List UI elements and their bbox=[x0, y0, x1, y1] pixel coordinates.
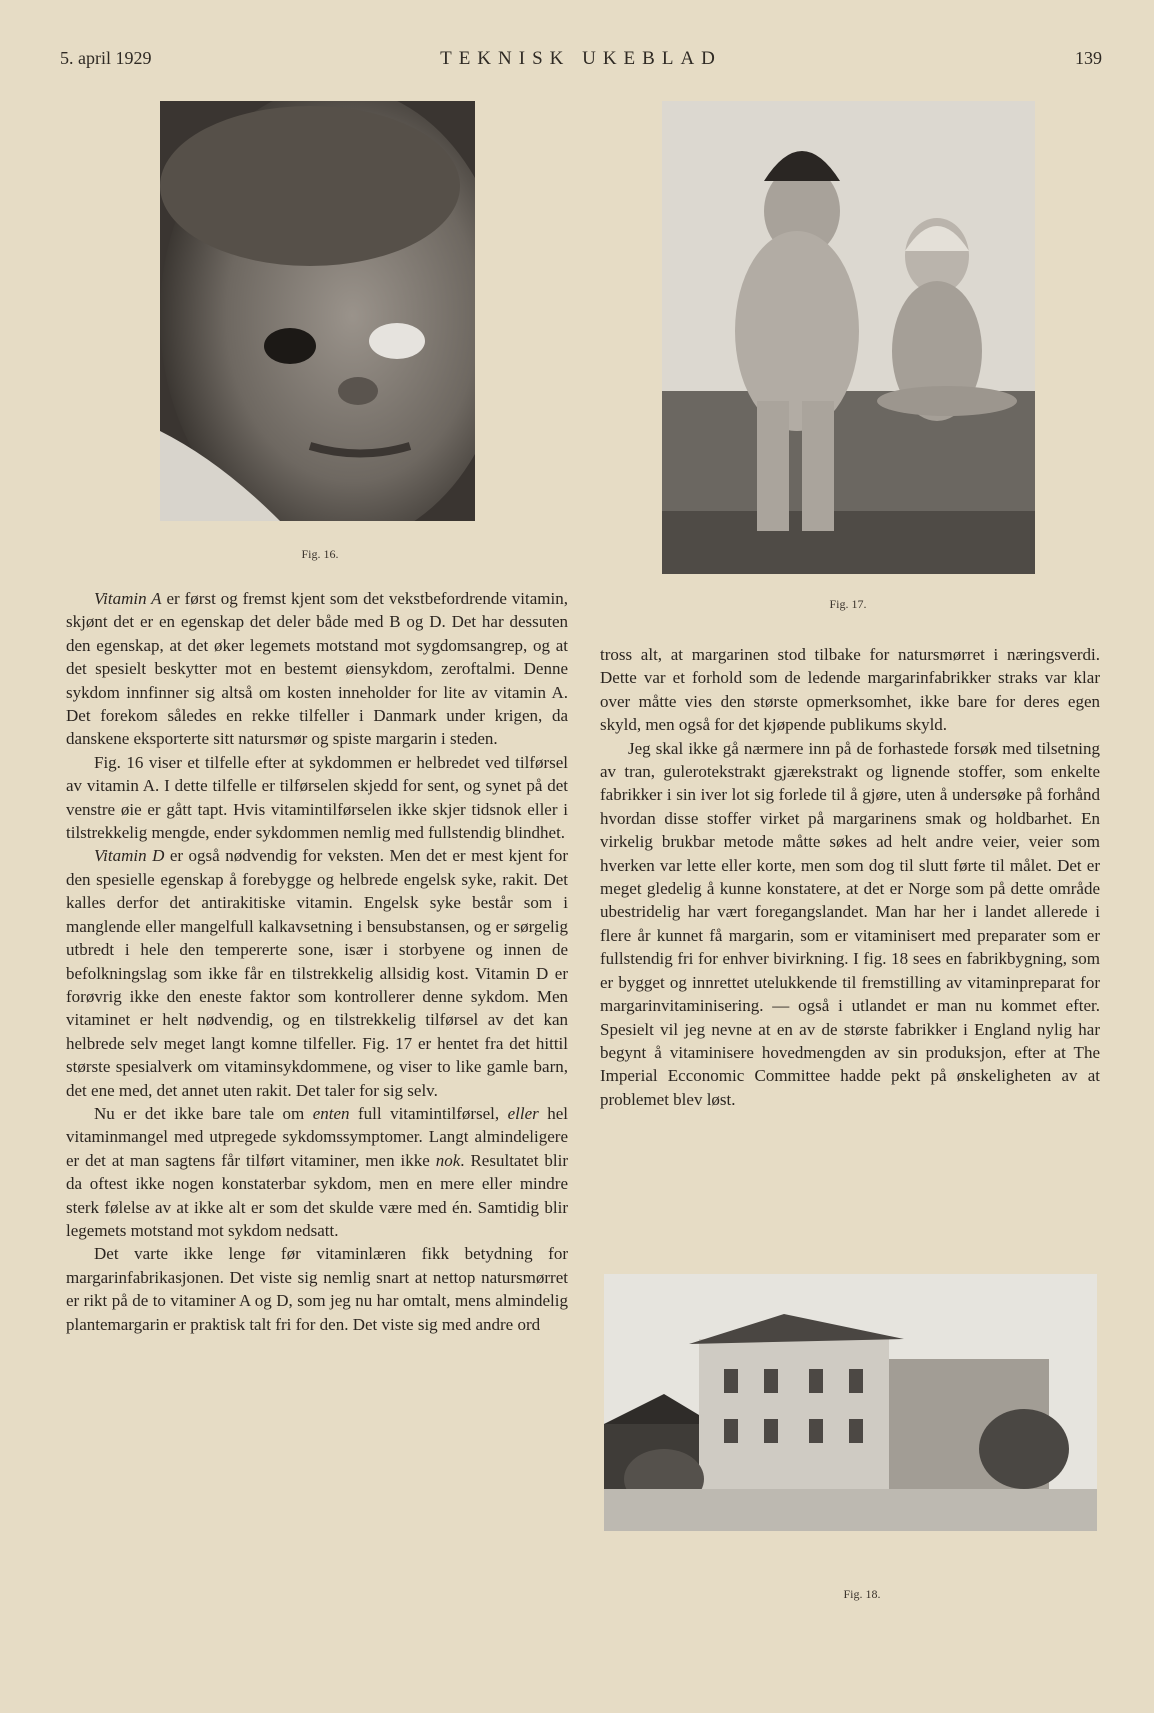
page-number: 139 bbox=[1075, 48, 1102, 68]
paragraph-vitamin-a bbox=[66, 587, 568, 751]
emphasis-nok: nok bbox=[435, 1150, 461, 1170]
paragraph-text: hel vitaminmangel med utpregede sykdomssymptomer. Langt almindeligere er det at man sagtens får tilført vitaminer, men ikke bbox=[66, 1103, 568, 1170]
paragraph-vitamin-amount bbox=[66, 1102, 568, 1242]
left-text-column bbox=[66, 587, 568, 1336]
right-text-column bbox=[600, 643, 1100, 1111]
emphasis-eller: eller bbox=[507, 1103, 539, 1123]
fig16-caption: Fig. 16. bbox=[301, 547, 339, 561]
paragraph-text: . Resultatet blir da oftest ikke nogen konstaterbar sykdom, men en mere eller mindre sterk følelse av at ikke alt er som det skulde være med én. Samtidig blir legemets motstand mot sykdom nedsatt. bbox=[66, 1150, 568, 1240]
term-vitamin-a: Vitamin A bbox=[94, 589, 162, 608]
fig17-caption: Fig. 17. bbox=[829, 597, 867, 611]
fig16-infant-photo bbox=[160, 101, 475, 521]
fig18-caption: Fig. 18. bbox=[843, 1587, 881, 1601]
paragraph-continuation: tross alt, at margarinen stod tilbake for natursmørret i næringsverdi. Dette var et forhold som de ledende margarinfabrikker straks var klar over måtte vies den største opmerksomhet, ikke bare for deres egen skyld, men også for det kjøpende publikums skyld. bbox=[600, 645, 1100, 735]
paragraph-margarine: Det varte ikke lenge før vitaminlæren fikk betydning for margarinfabrikasjonen. Det viste sig nemlig snart at nettop natursmørret er rikt på de to vitaminer A og D, som jeg nu har omtalt, mens almindelig plantemargarin er praktisk talt fri for den. Det viste sig med andre ord bbox=[66, 1244, 568, 1334]
running-header bbox=[60, 48, 1102, 74]
paragraph-norway: Jeg skal ikke gå nærmere inn på de forhastede forsøk med tilsetning av tran, gulerotekstrakt gjærekstrakt og lignende stoffer, som enkelte fabrikker i sin iver lot sig forlede til å gjøre, uten å undersøke på forhånd hvordan disse stoffer virket på margarinens smak og holdbarhet. En virkelig brukbar metode måtte søkes ad helt andre veier, veier som hverken var lette eller korte, men som dog til slutt førte til målet. Det er meget gledelig å kunne konstatere, at det er Norge som på dette område ubestridelig har vært foregangslandet. Man har her i landet allerede i flere år kunnet få margarin, som er vitaminisert med preparater som er fullstendig fri for enhver bivirkning. I fig. 18 sees en fabrikbygning, som er bygget og innrettet utelukkende til fremstilling av vitaminpreparat for margarinvitaminisering. — også i utlandet er man nu kommet efter. Spesielt vil jeg nevne at en av de største fabrikker i England nylig har begynt å vitaminisere hovedmengden av sin produksjon, efter at The Imperial Ecconomic Committee hadde pekt på ønskeligheten av at problemet blev løst. bbox=[600, 738, 1100, 1109]
paragraph-fig16: Fig. 16 viser et tilfelle efter at sykdommen er helbredet ved tilførsel av vitamin A. I dette tilfelle er tilførselen skjedd for sent, og synet på det venstre øie er gått tapt. Hvis vitamintilførselen ikke skjer tidsnok eller i tilstrekkelig mengde, ender sykdommen nemlig med fullstendig blindhet. bbox=[66, 752, 568, 843]
term-vitamin-d: Vitamin D bbox=[94, 846, 165, 866]
paragraph-text: er også nødvendig for veksten. Men det er mest kjent for den spesielle egenskap å forebygge og helbrede engelsk syke, rakit. Det kalles derfor det antirakitiske vitamin. Engelsk syke består som i manglende eller mangelfull kalkavsetning i bensubstansen, og er sørgelig utbredt i hele den tempererte sone, især i storbyene og innen de befolkningslag som ikke får en tilstrekkelig allsidig kost. Vitamin D er forøvrig ikke den eneste faktor som kontrollerer denne sykdom. Men vitaminet er helt nødvendig, og en tilstrekkelig tilførsel av det kan helbrede selv meget langt komne tilfeller. Fig. 17 er hentet fra det hittil største spesialverk om vitaminsykdommene, og viser to like gamle barn, det ene med, det annet uten rakit. Det taler for sig selv. bbox=[66, 846, 568, 1100]
fig18-factory-photo bbox=[604, 1274, 1097, 1531]
emphasis-enten: enten bbox=[312, 1103, 350, 1123]
journal-title: TEKNISK UKEBLAD bbox=[440, 48, 722, 69]
issue-date: 5. april 1929 bbox=[60, 48, 152, 68]
paragraph-vitamin-d bbox=[66, 844, 568, 1101]
paragraph-text: Nu er det ikke bare tale om bbox=[94, 1103, 313, 1123]
fig17-children-photo bbox=[662, 101, 1035, 574]
paragraph-text: full vitamintilførsel, bbox=[349, 1103, 508, 1123]
paragraph-text: er først og fremst kjent som det vekstbefordrende vitamin, skjønt det er en egenskap det deler både med B og D. Det har dessuten den egenskap, at det øker legemets motstand mot sygdomsangrep, og at det spesielt beskytter mot en bestemt øiensykdom, zeroftalmi. Denne sykdom innfinner sig altså om kosten inneholder for lite av vitamin A. Det forekom således en rekke tilfeller i Danmark under krigen, da danskene eksporterte sitt natursmør og spiste margarin i steden. bbox=[66, 589, 568, 749]
